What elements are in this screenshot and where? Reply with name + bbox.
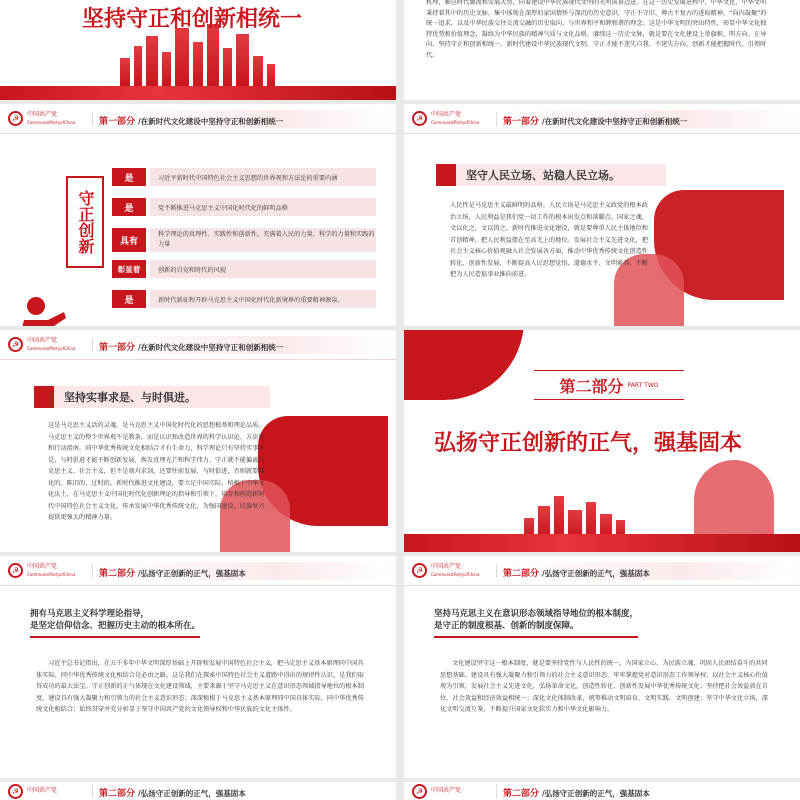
section-title-text: 坚守人民立场、站稳人民立场。 [466, 169, 620, 182]
cpc-logo [412, 563, 490, 579]
row-4 [112, 260, 376, 278]
party-emblem-icon: ☭ [8, 337, 23, 352]
cpc-logo [8, 111, 86, 127]
slide-header [0, 330, 396, 360]
red-ribbon [404, 534, 800, 552]
party-emblem-icon: ☭ [412, 563, 427, 578]
logo-cn: 中国共产党 [431, 787, 462, 794]
header-subtitle: /弘扬守正创新的正气，强基固本 [138, 788, 246, 798]
slide-2[interactable] [404, 0, 800, 100]
body-paragraph: 人民性是马克思主义最鲜明的品格。人民立场是马克思主义政党的根本政治立场，人民利益是我们党一切工作的根本出发点和落脚点。国家之魂，文以化之，文以铸之。新时代推进文化建设，就是要尊重人民主体地位和首创精神，把人民利益摆在至高无上的地位。发展社会主义先进文化，把社会主义核心价值观融入社会发展各方面，推动中华优秀传统文化创造性转化、创新性发展，不断提高人民思想觉悟、道德水平、文明素养，不断把为人民造福事业推向前进。 [450, 202, 648, 278]
body-paragraph: 习近平总书记指出，在五千多年中华文明深厚基础上开辟和发展中国特色社会主义，把马克思主义基本原理同中国具体实际、同中华优秀传统文化相结合是必由之路。这是我们在探索中国特色社会主义道路中得出的规律性认识，是我们取得成功的最大法宝。守正创新的正气体现在文化建设领域，主要来源于坚守马克思主义在意识形态领域指导地位的根本制度，建设具有强大凝聚力和引领力的社会主义意识形态；深深植根于马克思主义基本原理同中国具体实际、同中华优秀传统文化相结合；始终贯穿并充分彰显于坚守中国共产党的文化领导权和中华民族的文化主体性。 [36, 660, 364, 713]
section-title [34, 386, 270, 408]
row-key: 彰显着 [112, 260, 146, 278]
row-5 [112, 290, 376, 308]
slide-title: 坚持守正和创新相统一 [82, 7, 303, 32]
slide-header [0, 556, 396, 586]
row-key: 是 [112, 168, 146, 186]
row-value: 创新的自觉和时代的风貌 [150, 260, 376, 278]
logo-en: CommunistPartyofChina [27, 119, 76, 125]
logo-cn: 中国共产党 [27, 787, 58, 794]
row-value: 科学理论的真理性、实践性和创新性，充满着人民的力量、科学的力量和实践的力量 [150, 228, 376, 252]
section-title [436, 164, 666, 186]
header-part: 第一部分 [99, 342, 136, 353]
logo-cn: 中国共产党 [27, 110, 58, 118]
slide-header [0, 104, 396, 134]
cpc-logo [8, 337, 86, 353]
slide-4[interactable] [404, 104, 800, 326]
header-text [99, 566, 396, 579]
row-key: 是 [112, 198, 146, 216]
logo-cn: 中国共产党 [27, 336, 58, 344]
slide-8[interactable] [404, 556, 800, 778]
header-text [99, 114, 396, 127]
section-title-text: 坚持实事求是、与时俱进。 [64, 391, 196, 404]
slide-header [404, 782, 800, 800]
red-flag-shape [404, 330, 524, 400]
party-emblem-icon: ☭ [412, 784, 427, 799]
section-main-title: 弘扬守正创新的正气，强基固本 [434, 431, 743, 456]
header-part: 第二部分 [503, 788, 540, 799]
title-marker [436, 164, 456, 186]
header-text [99, 340, 396, 353]
header-text [503, 566, 800, 579]
slide-header [0, 782, 396, 800]
body-paragraph: 机理，顺应时代潮流和发展大势，向着建设中华民族现代文明的光明前景迈进。在这一历史发展进程中，中华文化、中华文明秉持着其中的历史文脉，集中体现在深厚的家国情怀与深沉的历史意识，守正不守旧、尊古不复古的进取精神，“向内凝聚”的统一追求，以及中华民族交往交流交融的历史取向、与世界和平和睦和谐的理念。这是中华文明的突出特性，彰显中华文化独特优势和价值理念，凝练为中华民族的精神气质与文化品格，赓续这一历史文脉，就是要在文化建设上举旗帜、明方向、正导向，坚持守正和创新相统一。新时代建设中华民族现代文明，守正才能不迷失自我、不迷失方向，创新才能把握时代、引领时代。 [426, 0, 767, 59]
row-value: 党不断推进马克思主义中国化时代化的鲜明品格 [150, 198, 376, 216]
slide-7[interactable] [0, 556, 396, 778]
row-value: 习近平新时代中国特色社会主义思想的世界观和方法论的重要内涵 [150, 168, 376, 186]
party-emblem-icon: ☭ [8, 784, 23, 799]
cpc-logo [412, 111, 490, 127]
header-text [503, 786, 650, 799]
header-part: 第二部分 [503, 568, 540, 579]
party-emblem-icon: ☭ [8, 563, 23, 578]
cpc-logo [8, 784, 86, 799]
logo-cn: 中国共产党 [431, 110, 462, 118]
cpc-logo [8, 563, 86, 579]
lead-line-2: 是守正的制度根基、创新的制度保障。 [434, 621, 579, 631]
row-key: 是 [112, 290, 146, 308]
part-label-en: PART TWO [627, 381, 659, 389]
header-text [503, 114, 800, 127]
lead-line-1: 坚持马克思主义在意识形态领域指导地位的根本制度， [434, 609, 639, 619]
lead-line-2: 是坚定信仰信念、把握历史主动的根本所在。 [30, 621, 201, 631]
lead-box [434, 608, 638, 638]
logo-en: CommunistPartyofChina [27, 345, 76, 351]
header-subtitle: /在新时代文化建设中坚持守正和创新相统一 [138, 116, 284, 126]
logo-en: CommunistPartyofChina [431, 571, 480, 577]
party-emblem-icon: ☭ [8, 111, 23, 126]
header-part: 第一部分 [503, 116, 540, 127]
body-paragraph: 文化建设坚守这一根本制度，就是要坚持党性与人民性的统一，为国家立心、为民族立魂，巩固人民团结奋斗的共同思想基础。建设具有强大凝聚力和引领力的社会主义意识形态，牢牢掌握党对意识形态工作领导权；以社会主义核心价值观为引领，发展社会主义先进文化，弘扬革命文化，创造性转化、创新性发展中华优秀传统文化；坚持把社会效益放在首位、社会效益和经济效益相统一；深化文化体制改革，统筹推动文明培育、文明实践、文明创建；坚守中华文化立场，深化文明交流互鉴，不断提升国家文化软实力和中华文化影响力。 [440, 660, 768, 713]
body-paragraph: 这是马克思主义活的灵魂，是马克思主义中国化时代化的思想根基和理论品质。马克思主义的整个世界观不是教条，而是认识和改造世界的科学认识论、方法论和行动指南。同中华优秀传统文化相结合才有生命力，科学理论只有坚持实事求是，与时俱进才能不断创新发展，焕发真理光芒和科学伟力。守正就不能偏离马克思主义、社会主义，但不是刻舟求剑，还要往前发展、与时俱进，否则就要僵化的、陈旧的、过时的。新时代推进文化建设，要立足中国实际，植根于中华文化沃土，在马克思主义中国化时代化创新理论的指导和引领下，培育和创造新时代中国特色社会主义文化，传承发展中华优秀传统文化，为强国建设、民族复兴提供更强大的精神力量。 [48, 422, 265, 521]
logo-cn: 中国共产党 [27, 562, 58, 570]
row-2 [112, 198, 376, 216]
row-key: 具有 [112, 228, 146, 252]
logo-en: CommunistPartyofChina [431, 119, 480, 125]
slide-9[interactable] [0, 782, 396, 800]
part-label: 第二部分 [559, 376, 624, 396]
header-subtitle: /在新时代文化建设中坚持守正和创新相统一 [542, 116, 688, 126]
slide-5[interactable] [0, 330, 396, 552]
header-part: 第二部分 [99, 788, 136, 799]
shouzheng-chuangxin-box: 守正创新 [66, 176, 104, 268]
row-1 [112, 168, 376, 186]
row-3 [112, 228, 376, 252]
slide-3[interactable] [0, 104, 396, 326]
title-marker [34, 386, 54, 408]
header-text [99, 786, 246, 799]
cpc-logo [412, 784, 490, 799]
slide-header [404, 104, 800, 134]
header-part: 第二部分 [99, 568, 136, 579]
salute-silhouette [694, 460, 774, 540]
header-subtitle: /在新时代文化建设中坚持守正和创新相统一 [138, 342, 284, 352]
logo-en: CommunistPartyofChina [27, 571, 76, 577]
slide-6[interactable] [404, 330, 800, 552]
logo-cn: 中国共产党 [431, 562, 462, 570]
lead-line-1: 拥有马克思主义科学理论指导， [30, 609, 150, 619]
section-heading [534, 370, 684, 400]
slide-1[interactable] [0, 0, 396, 100]
row-value: 新时代新征程开辟马克思主义中国化时代化新境界的重要精神源泉。 [150, 290, 376, 308]
header-subtitle: /弘扬守正创新的正气，强基固本 [138, 568, 246, 578]
red-ribbon [0, 86, 396, 100]
header-subtitle: /弘扬守正创新的正气，强基固本 [542, 568, 650, 578]
party-emblem-icon: ☭ [412, 111, 427, 126]
slide-header [404, 556, 800, 586]
lead-box [30, 608, 200, 638]
header-part: 第一部分 [99, 116, 136, 127]
header-subtitle: /弘扬守正创新的正气，强基固本 [542, 788, 650, 798]
slide-10[interactable] [404, 782, 800, 800]
presenter-figure-icon [18, 294, 66, 326]
